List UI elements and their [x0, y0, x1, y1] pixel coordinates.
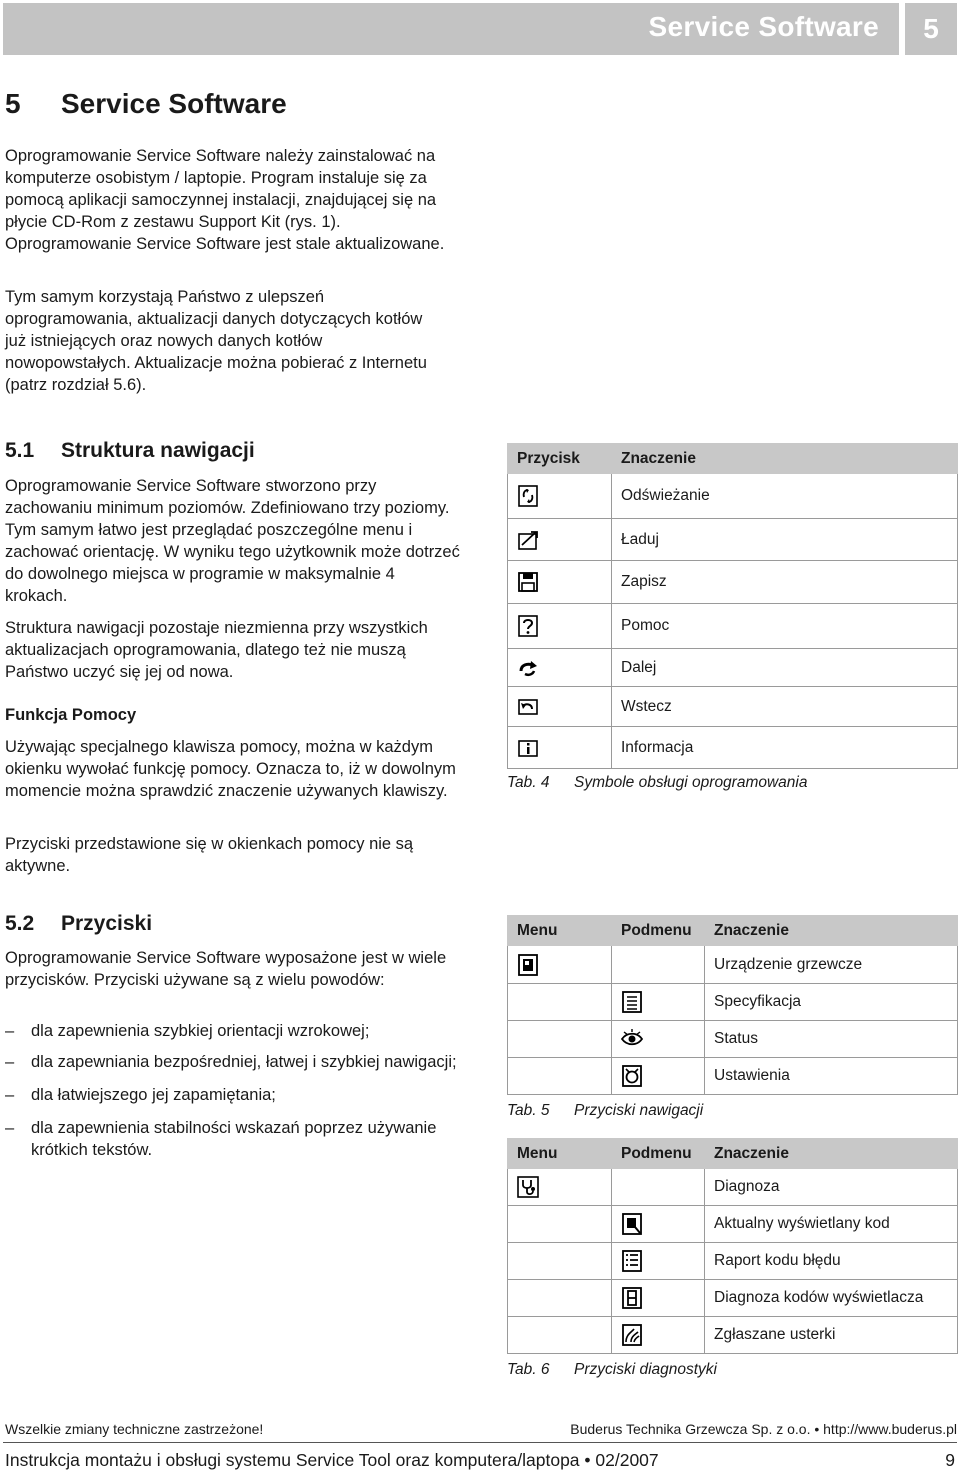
table-row: [508, 1206, 958, 1243]
table-row: [508, 1058, 958, 1095]
meaning-cell: Zgłaszane usterki: [705, 1317, 958, 1354]
table-5-caption: [507, 1102, 703, 1120]
section-title: Struktura nawigacji: [61, 439, 255, 462]
table-6-caption: [507, 1361, 717, 1379]
meaning-cell: Informacja: [612, 727, 958, 769]
list-item: – dla łatwiejszego jej zapamiętania;: [5, 1084, 465, 1106]
section-5-paragraph-2: Tym samym korzystają Państwo z ulepszeń oprogramowania, aktualizacji danych dotyczących kotłów już istniejących oraz nowych danych kotłów nowopowstałych. Aktualizacje można pobierać z Internetu (patrz rozdział 5.6).: [5, 288, 427, 394]
meaning-cell: Zapisz: [612, 561, 958, 604]
table-row: [508, 604, 958, 649]
table-row: [508, 1169, 958, 1206]
reasons-list: [5, 1020, 465, 1161]
table-row: [508, 946, 958, 984]
meaning-cell: Raport kodu błędu: [705, 1243, 958, 1280]
section-title: Service Software: [61, 88, 287, 119]
section-5-2-paragraph-1: Oprogramowanie Service Software wyposażone jest w wiele przycisków. Przyciski używane są z wielu powodów:: [5, 949, 447, 989]
footer-document-title: Instrukcja montażu i obsługi systemu Service Tool oraz komputera/laptopa • 02/2007: [5, 1450, 659, 1470]
error-report-icon: [621, 1250, 643, 1272]
section-5-1-paragraph-3: Używając specjalnego klawisza pomocy, można w każdym okienku wywołać funkcję pomocy. Oznacza to, iż w dowolnym momencie można sprawdzić znaczenie używanych klawiszy.: [5, 738, 456, 800]
help-function-heading: Funkcja Pomocy: [5, 706, 137, 724]
next-icon: [517, 657, 539, 679]
list-item: – dla zapewnienia stabilności wskazań poprzez używanie krótkich tekstów.: [5, 1117, 465, 1161]
meaning-cell: Pomoc: [612, 604, 958, 649]
meaning-cell: Diagnoza kodów wyświetlacza: [705, 1280, 958, 1317]
column-header-submenu: Podmenu: [612, 916, 705, 946]
meaning-cell: Ładuj: [612, 519, 958, 561]
section-5-2-heading: [5, 912, 152, 936]
help-icon: [517, 615, 539, 637]
column-header-submenu: Podmenu: [612, 1139, 705, 1169]
diagnosis-icon: [517, 1176, 539, 1198]
list-item: – dla zapewnienia szybkiej orientacji wzrokowej;: [5, 1020, 465, 1042]
reported-faults-icon: [621, 1324, 643, 1346]
section-5-1-paragraph-4: Przyciski przedstawione się w okienkach pomocy nie są aktywne.: [5, 835, 414, 875]
section-5-1-paragraph-1: Oprogramowanie Service Software stworzono przy zachowaniu minimum poziomów. Zdefiniowano trzy poziomy. Tym samym łatwo jest przeglądać poszczególne menu i zachować orientację. W wyniku tego użytkownik może dotrzeć do dowolnego miejsca w programie w maksymalnie 4 krokach.: [5, 477, 460, 605]
meaning-cell: Odświeżanie: [612, 474, 958, 519]
table-row: [508, 474, 958, 519]
section-5-1-heading: [5, 439, 255, 463]
diagnostics-buttons-table: [507, 1138, 958, 1354]
specification-icon: [621, 991, 643, 1013]
boiler-icon: [517, 954, 539, 976]
header-bar: [3, 3, 899, 55]
caption-number: Tab. 6: [507, 1361, 550, 1378]
footer-disclaimer: Wszelkie zmiany techniczne zastrzeżone!: [5, 1421, 264, 1437]
meaning-cell: Urządzenie grzewcze: [705, 946, 958, 984]
meaning-cell: Dalej: [612, 649, 958, 687]
caption-number: Tab. 4: [507, 774, 550, 791]
section-5-1-paragraph-2: Struktura nawigacji pozostaje niezmienna przy wszystkich aktualizacjach oprogramowania, dlatego też nie muszą Państwo uczyć się jej od nowa.: [5, 619, 428, 681]
meaning-cell: Ustawienia: [705, 1058, 958, 1095]
current-code-icon: [621, 1213, 643, 1235]
meaning-cell: Diagnoza: [705, 1169, 958, 1206]
section-5-heading: [5, 88, 287, 120]
footer-divider: [3, 1442, 957, 1443]
header-chapter-number: 5: [905, 3, 957, 55]
section-number: 5: [5, 88, 21, 119]
page-number: 9: [945, 1450, 955, 1470]
caption-number: Tab. 5: [507, 1102, 550, 1119]
column-header-meaning: Znaczenie: [612, 444, 958, 474]
meaning-cell: Status: [705, 1021, 958, 1058]
meaning-cell: Aktualny wyświetlany kod: [705, 1206, 958, 1243]
column-header-meaning: Znaczenie: [705, 1139, 958, 1169]
meaning-cell: Wstecz: [612, 687, 958, 727]
column-header-meaning: Znaczenie: [705, 916, 958, 946]
column-header-button: Przycisk: [508, 444, 612, 474]
section-5-paragraph-1: Oprogramowanie Service Software należy zainstalować na komputerze osobistym / laptopie. Program instaluje się za pomocą aplikacji samoczynnej instalacji, znajdującej się na płycie CD-Rom z zestawu Support Kit (rys. 1). Oprogramowanie Service Software jest stale aktualizowane.: [5, 147, 445, 253]
status-eye-icon: [621, 1028, 643, 1050]
table-row: [508, 1317, 958, 1354]
caption-text: Przyciski nawigacji: [574, 1102, 704, 1119]
table-row: [508, 727, 958, 769]
table-row: [508, 519, 958, 561]
software-symbols-table: [507, 443, 958, 769]
section-number: 5.2: [5, 912, 35, 935]
table-4-caption: [507, 774, 808, 792]
display-codes-icon: [621, 1287, 643, 1309]
section-title: Przyciski: [61, 912, 153, 935]
load-icon: [517, 529, 539, 551]
settings-icon: [621, 1065, 643, 1087]
footer-company: Buderus Technika Grzewcza Sp. z o.o. • http://www.buderus.pl: [570, 1421, 957, 1437]
table-row: [508, 1021, 958, 1058]
header-title: Service Software: [648, 11, 879, 42]
column-header-menu: Menu: [508, 916, 612, 946]
table-row: [508, 984, 958, 1021]
table-row: [508, 687, 958, 727]
table-row: [508, 1243, 958, 1280]
refresh-icon: [517, 485, 539, 507]
column-header-menu: Menu: [508, 1139, 612, 1169]
section-number: 5.1: [5, 439, 35, 462]
table-row: [508, 649, 958, 687]
table-row: [508, 1280, 958, 1317]
meaning-cell: Specyfikacja: [705, 984, 958, 1021]
caption-text: Symbole obsługi oprogramowania: [574, 774, 808, 791]
table-row: [508, 561, 958, 604]
caption-text: Przyciski diagnostyki: [574, 1361, 717, 1378]
save-icon: [517, 571, 539, 593]
info-icon: [517, 737, 539, 759]
list-item: – dla zapewniania bezpośredniej, łatwej i szybkiej nawigacji;: [5, 1051, 465, 1073]
navigation-buttons-table: [507, 915, 958, 1095]
back-icon: [517, 696, 539, 718]
